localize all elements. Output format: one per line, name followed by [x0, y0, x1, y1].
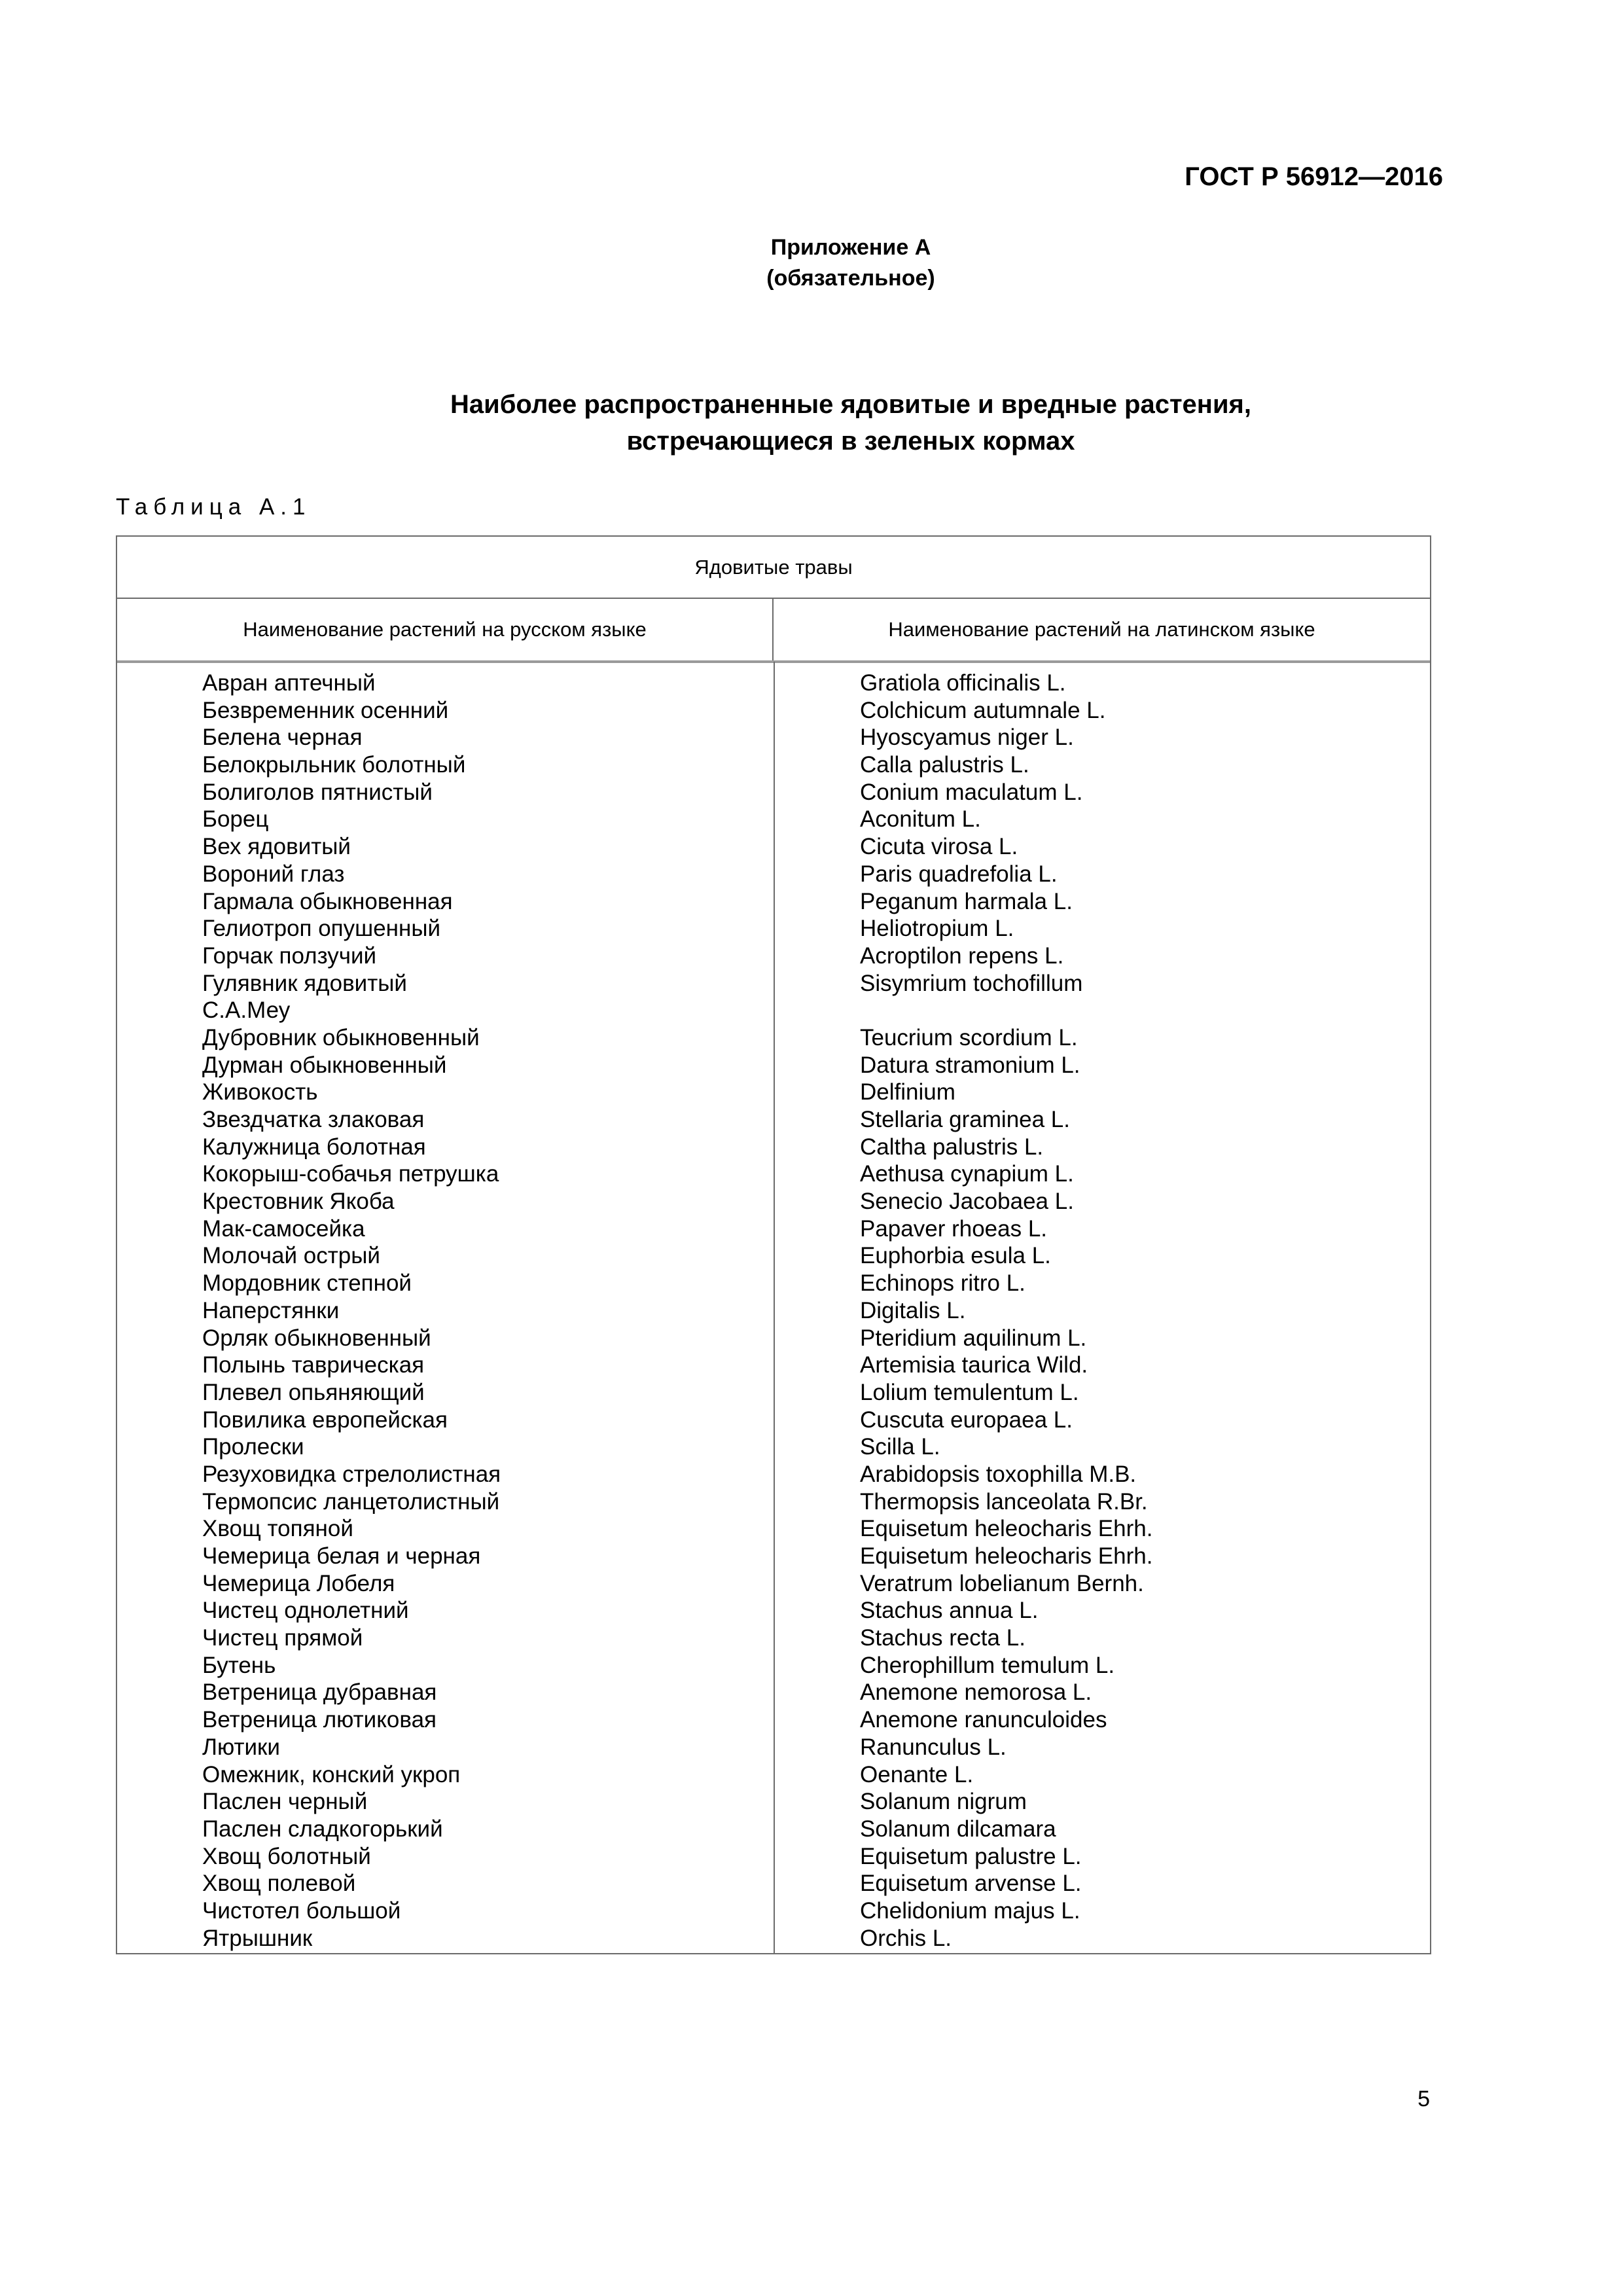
plant-name-russian: Авран аптечный — [202, 670, 376, 696]
plant-name-latin: Cuscuta europaea L. — [860, 1407, 1073, 1433]
plant-name-russian: Гелиотроп опушенный — [202, 916, 441, 942]
table-caption: Таблица А.1 — [116, 494, 312, 520]
plant-name-russian: Борец — [202, 806, 269, 833]
plant-name-russian: Дубровник обыкновенный — [202, 1024, 480, 1050]
plant-name-latin: Datura stramonium L. — [860, 1052, 1080, 1078]
plant-name-latin: Solanum nigrum — [860, 1789, 1027, 1815]
plant-name-latin: Ranunculus L. — [860, 1734, 1007, 1760]
plant-name-latin: Lolium temulentum L. — [860, 1379, 1079, 1405]
plant-name-latin: Teucrium scordium L. — [860, 1024, 1078, 1050]
plant-name-latin: Artemisia taurica Wild. — [860, 1352, 1088, 1378]
plant-name-latin: Delfinium — [860, 1079, 955, 1105]
plant-name-latin: Anemone nemorosa L. — [860, 1679, 1092, 1706]
plant-name-russian: Калужница болотная — [202, 1134, 426, 1160]
plant-name-russian: Паслен черный — [202, 1789, 368, 1815]
plant-name-latin: Pteridium aquilinum L. — [860, 1325, 1087, 1351]
plant-name-latin: Stellaria graminea L. — [860, 1107, 1070, 1132]
plant-name-russian: Чемерица Лобеля — [202, 1570, 395, 1596]
document-title-line-2: встречающиеся в зеленых кормах — [626, 427, 1075, 456]
plant-name-latin: Chelidonium majus L. — [860, 1897, 1080, 1924]
plant-name-russian: Вех ядовитый — [202, 834, 351, 860]
table-column-headers — [117, 599, 1430, 663]
column-header-latin: Наименование растений на латинском языке — [888, 618, 1315, 641]
plant-name-russian: Белокрыльник болотный — [202, 752, 466, 778]
plant-name-russian: Ятрышник — [202, 1925, 313, 1951]
plant-name-latin: Aethusa cynapium L. — [860, 1161, 1074, 1187]
plant-name-russian: Гулявник ядовитый — [202, 970, 407, 996]
plant-name-russian: Хвощ полевой — [202, 1871, 356, 1897]
plant-name-latin: Acroptilon repens L. — [860, 942, 1064, 969]
plant-name-latin: Stachus annua L. — [860, 1598, 1039, 1624]
plant-name-latin: Calla palustris L. — [860, 752, 1029, 778]
plant-name-russian: Чистец однолетний — [202, 1598, 409, 1624]
plant-name-latin: Sisymrium tochofillum — [860, 970, 1083, 996]
plant-name-latin: Equisetum heleocharis Ehrh. — [860, 1516, 1153, 1542]
plant-name-latin: Cicuta virosa L. — [860, 834, 1018, 860]
document-title — [0, 386, 1623, 459]
plant-name-russian: Болиголов пятнистый — [202, 779, 433, 805]
plant-name-russian: Повилика европейская — [202, 1407, 448, 1433]
plant-name-latin: Orchis L. — [860, 1925, 952, 1951]
plant-name-russian: Гармала обыкновенная — [202, 888, 453, 914]
plant-name-latin: Peganum harmala L. — [860, 888, 1073, 914]
table-group-header: Ядовитые травы — [117, 537, 1430, 599]
plant-name-latin: Aconitum L. — [860, 806, 981, 833]
plant-name-latin: Echinops ritro L. — [860, 1270, 1026, 1297]
plant-name-russian: Пролески — [202, 1434, 304, 1460]
plant-name-russian: Крестовник Якоба — [202, 1189, 395, 1215]
plant-name-russian: Наперстянки — [202, 1297, 340, 1323]
plant-name-russian: Горчак ползучий — [202, 942, 377, 969]
plant-name-russian: Дурман обыкновенный — [202, 1052, 447, 1078]
plant-name-russian: Бутень — [202, 1652, 276, 1678]
plant-name-russian: Полынь таврическая — [202, 1352, 425, 1378]
plant-name-latin: Veratrum lobelianum Bernh. — [860, 1570, 1144, 1596]
plant-name-russian: Ветреница лютиковая — [202, 1707, 437, 1733]
plant-name-latin: Arabidopsis toxophilla M.B. — [860, 1461, 1137, 1487]
plant-name-russian: Паслен сладкогорький — [202, 1816, 443, 1842]
appendix-heading — [0, 232, 1623, 294]
plant-name-russian: Плевел опьяняющий — [202, 1379, 425, 1405]
standard-number: ГОСТ Р 56912—2016 — [1185, 162, 1443, 191]
plant-name-latin: Stachus recta L. — [860, 1625, 1026, 1651]
plant-name-latin: Cherophillum temulum L. — [860, 1652, 1115, 1678]
plant-name-latin: Scilla L. — [860, 1434, 940, 1460]
plant-name-russian: С.А.Меу — [202, 997, 291, 1024]
plant-name-russian: Чистотел большой — [202, 1897, 401, 1924]
plant-name-latin: Anemone ranunculoides — [860, 1707, 1107, 1733]
plant-name-latin: Oenante L. — [860, 1761, 974, 1787]
plant-name-russian: Хвощ топяной — [202, 1516, 353, 1542]
plant-name-russian: Кокорыш-собачья петрушка — [202, 1161, 499, 1187]
plant-name-latin: Senecio Jacobaea L. — [860, 1189, 1074, 1215]
column-header-russian: Наименование растений на русском языке — [117, 599, 774, 660]
plant-name-russian: Мордовник степной — [202, 1270, 412, 1297]
document-title-line-1: Наиболее распространенные ядовитые и вредные растения, — [450, 390, 1251, 419]
plant-name-latin: Equisetum arvense L. — [860, 1871, 1082, 1897]
plant-name-russian: Омежник, конский укроп — [202, 1761, 461, 1787]
plant-name-russian: Чемерица белая и черная — [202, 1543, 481, 1569]
plant-name-russian: Живокость — [202, 1079, 318, 1105]
plant-name-russian: Белена черная — [202, 725, 363, 751]
plant-name-latin: Euphorbia esula L. — [860, 1243, 1051, 1269]
plant-name-latin — [860, 997, 1152, 1024]
page-number: 5 — [1418, 2087, 1430, 2111]
plant-name-latin: Equisetum heleocharis Ehrh. — [860, 1543, 1153, 1569]
plant-name-latin: Equisetum palustre L. — [860, 1843, 1082, 1869]
plant-name-russian: Резуховидка стрелолистная — [202, 1461, 501, 1487]
latin-names-column — [860, 670, 1152, 1952]
plant-name-latin: Gratiola officinalis L. — [860, 670, 1066, 696]
plant-name-latin: Colchicum autumnale L. — [860, 697, 1106, 723]
russian-names-column — [202, 670, 501, 1952]
plant-name-russian: Орляк обыкновенный — [202, 1325, 431, 1351]
plant-name-russian: Хвощ болотный — [202, 1843, 371, 1869]
plant-name-latin: Hyoscyamus niger L. — [860, 725, 1074, 751]
appendix-title: Приложение А — [770, 235, 931, 260]
plant-name-latin: Conium maculatum L. — [860, 779, 1083, 805]
plant-name-russian: Ветреница дубравная — [202, 1679, 437, 1706]
plants-table — [116, 535, 1431, 1954]
appendix-status: (обязательное) — [766, 266, 935, 291]
column-divider — [774, 662, 775, 1953]
plant-name-latin: Heliotropium L. — [860, 916, 1014, 942]
plant-name-russian: Безвременник осенний — [202, 697, 449, 723]
plant-name-latin: Paris quadrefolia L. — [860, 861, 1058, 887]
plant-name-latin: Caltha palustris L. — [860, 1134, 1044, 1160]
plant-name-latin: Thermopsis lanceolata R.Br. — [860, 1488, 1148, 1515]
plant-name-russian: Лютики — [202, 1734, 280, 1760]
plant-name-russian: Чистец прямой — [202, 1625, 363, 1651]
plant-name-latin: Solanum dilcamara — [860, 1816, 1056, 1842]
plant-name-latin: Digitalis L. — [860, 1297, 966, 1323]
table-body — [117, 662, 1430, 1953]
plant-name-russian: Мак-самосейка — [202, 1215, 365, 1242]
plant-name-russian: Молочай острый — [202, 1243, 380, 1269]
plant-name-russian: Термопсис ланцетолистный — [202, 1488, 500, 1515]
plant-name-russian: Вороний глаз — [202, 861, 345, 887]
plant-name-russian: Звездчатка злаковая — [202, 1107, 425, 1132]
plant-name-latin: Papaver rhoeas L. — [860, 1215, 1048, 1242]
